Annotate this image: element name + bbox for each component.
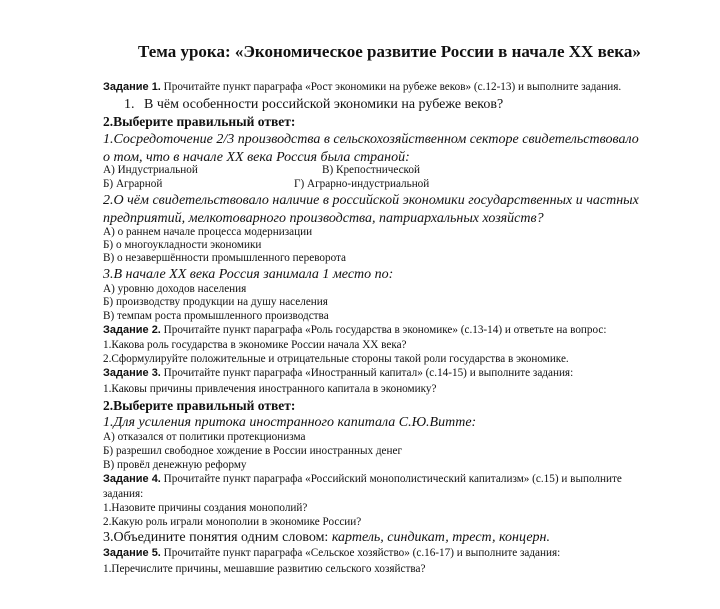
q1-line1: 1.Сосредоточение 2/3 производства в сельскохозяйственном секторе свидетельствовало — [103, 132, 639, 147]
task2-label: Задание 2. — [103, 324, 161, 336]
task4-text-cont: задания: — [103, 488, 144, 500]
task2-text: Прочитайте пункт параграфа «Роль государства в экономике» (с.13-14) и ответьте на вопрос: — [163, 324, 607, 336]
q2-option-b: Б) о многоукладности экономики — [103, 239, 262, 251]
page-title: Тема урока: «Экономическое развитие России в начале XX века» — [138, 42, 641, 61]
task4-line — [103, 474, 622, 485]
q3-line1: 3.В начале XX века Россия занимала 1 место по: — [103, 267, 394, 282]
task4-question-3-terms: картель, синдикат, трест, концерн. — [331, 530, 550, 545]
q4-option-b: Б) разрешил свободное хождение в России иностранных денег — [103, 445, 403, 457]
q3-option-b: Б) производству продукции на душу населения — [103, 296, 328, 308]
task1-text: Прочитайте пункт параграфа «Рост экономики на рубеже веков» (с.12-13) и выполните задания. — [163, 81, 622, 93]
choose-heading-2: 2.Выберите правильный ответ: — [103, 398, 296, 413]
task3-text: Прочитайте пункт параграфа «Иностранный капитал» (с.14-15) и выполните задания: — [163, 367, 574, 379]
task5-question-1: 1.Перечислите причины, мешавшие развитию сельского хозяйства? — [103, 563, 426, 575]
task4-question-3 — [103, 531, 550, 545]
task5-line — [103, 548, 560, 559]
q1-line2: о том, что в начале XX века Россия была страной: — [103, 150, 410, 165]
task1-item — [124, 98, 503, 112]
task4-text: Прочитайте пункт параграфа «Российский монополистический капитализм» (с.15) и выполните — [163, 473, 622, 485]
q3-option-v: В) темпам роста промышленного производства — [103, 310, 329, 322]
task3-line — [103, 368, 573, 379]
q4-option-v: В) провёл денежную реформу — [103, 459, 247, 471]
choose-heading-1: 2.Выберите правильный ответ: — [103, 114, 296, 129]
q2-option-a: А) о раннем начале процесса модернизации — [103, 226, 313, 238]
task2-question-2: 2.Сформулируйте положительные и отрицательные стороны такой роли государства в экономике. — [103, 353, 569, 365]
task1-item-number: 1. — [124, 97, 135, 112]
q2-line1: 2.О чём свидетельствовало наличие в российской экономики государственных и частных — [103, 193, 639, 208]
q1-option-v: В) Крепостнической — [322, 164, 420, 176]
task4-question-1: 1.Назовите причины создания монополий? — [103, 502, 308, 514]
q1-option-a: А) Индустриальной — [103, 164, 198, 176]
q1-option-b: Б) Аграрной — [103, 178, 163, 190]
task2-line — [103, 325, 606, 336]
task4-question-3-lead: 3.Объедините понятия одним словом: — [103, 530, 329, 545]
q3-option-a: А) уровню доходов населения — [103, 283, 247, 295]
q1-option-g: Г) Аграрно-индустриальной — [294, 178, 430, 190]
task3-question-1: 1.Каковы причины привлечения иностранного капитала в экономику? — [103, 383, 437, 395]
q4-option-a: А) отказался от политики протекционизма — [103, 431, 306, 443]
task1-label: Задание 1. — [103, 81, 161, 93]
q4-line1: 1.Для усиления притока иностранного капитала С.Ю.Витте: — [103, 415, 477, 430]
task2-question-1: 1.Какова роль государства в экономике России начала XX века? — [103, 339, 407, 351]
task1-line — [103, 82, 621, 93]
q2-line2: предприятий, мелкотоварного производства, патриархальных хозяйств? — [103, 211, 544, 226]
task3-label: Задание 3. — [103, 367, 161, 379]
task4-question-2: 2.Какую роль играли монополии в экономике России? — [103, 516, 362, 528]
task4-label: Задание 4. — [103, 473, 161, 485]
q2-option-v: В) о незавершённости промышленного переворота — [103, 252, 347, 264]
task5-text: Прочитайте пункт параграфа «Сельское хозяйство» (с.16-17) и выполните задания: — [163, 547, 561, 559]
task1-item-text: В чём особенности российской экономики на рубеже веков? — [144, 97, 504, 112]
task5-label: Задание 5. — [103, 547, 161, 559]
